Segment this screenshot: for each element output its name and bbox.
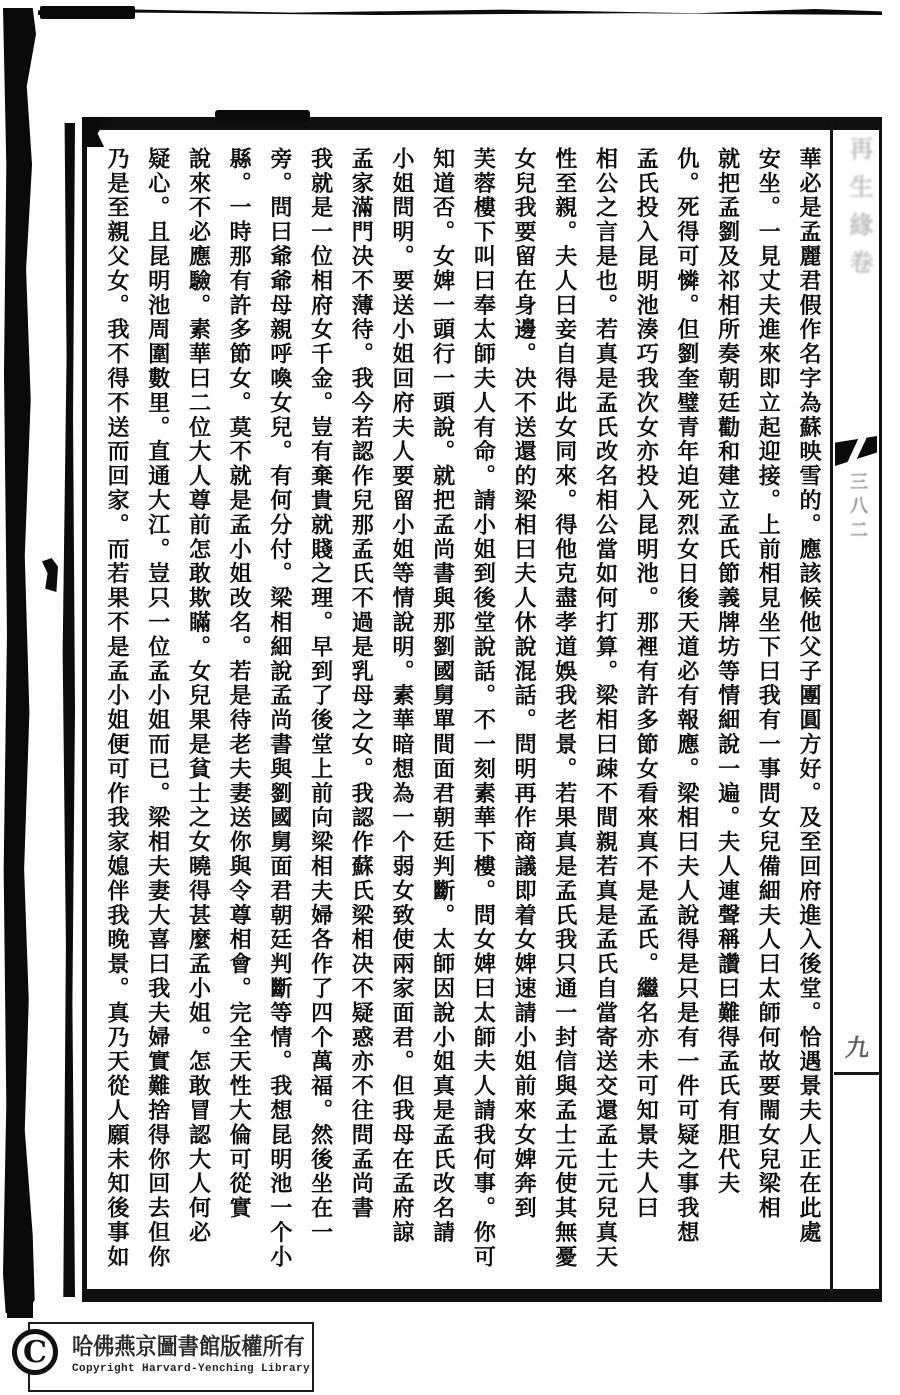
text-column: 說來不必應驗。素華曰二位大人尊前怎敢欺瞞。女兒果是貧士之女曉得甚麼孟小姐。怎敢冒認大人何必 [185,147,211,1245]
fishtail-mark [835,436,877,466]
frame-outer-left-line [62,123,75,1297]
text-column: 女兒我要留在身邊。决不送還的梁相曰夫人休說混話。問明再作商議即着女婢速請小姐前來女婢奔到 [511,147,537,1221]
main-text-block [95,147,828,1295]
page-top-edge-line [38,9,882,15]
text-column: 華必是孟麗君假作名字為蘇映雪的。應該候他父子團圓方好。及至回府進入後堂。恰遇景夫人正在此處 [796,147,821,1245]
text-column: 芙蓉樓下叫曰奉太師夫人有命。請小姐到後堂說話。不一刻素華下樓。問女婢曰太師夫人請我何事。你可 [470,147,496,1270]
folio-number-lower: 九 [843,1034,872,1062]
text-column: 疑心。且昆明池周圍數里。直通大江。豈只一位孟小姐而已。梁相夫妻大喜曰我夫婦實難捨得你回去但你 [144,147,170,1270]
text-column: 知道否。女婢一頭行一頭說。就把孟尚書與那劉國舅單間面君朝廷判斷。太師因說小姐真是孟氏改名請 [429,147,455,1245]
spine-gutter-bar [3,8,36,1313]
text-column: 安坐。一見丈夫進來即立起迎接。上前相見坐下曰我有一事問女兒備細夫人曰太師何故要閙女兒梁相 [755,147,781,1221]
folio-number-upper: 三八二 [847,472,868,544]
text-column: 孟氏投入昆明池湊巧我次女亦投入昆明池。那裡有許多節女看來真不是孟氏。繼名亦未可知景夫人曰 [633,147,659,1221]
text-column: 乃是至親父女。我不得不送而回家。而若果不是孟小姐便可作我家媳伴我晚景。真乃天從人願未知後事如 [104,147,130,1270]
text-column: 小姐問明。要送小姐回府夫人要留小姐等情說明。素華暗想為一个弱女致使兩家面君。但我母在孟府諒 [388,147,414,1245]
stamp-english-text: Copyright Harvard-Yenching Library [72,1363,311,1375]
fold-column [834,120,880,1300]
ink-artifact [215,110,310,122]
fold-column-divider-line [830,120,833,1300]
faint-book-title-fragments: 再生緣卷 [845,136,873,288]
text-column: 縣。一時那有許多節女。莫不就是孟小姐改名。若是待老夫妻送你與令尊相會。完全天性大倫可從實 [226,147,252,1221]
copyright-symbol-icon: C [12,1329,58,1375]
text-column: 孟家滿門决不薄待。我今若認作兒那孟氏不過是乳母之女。我認作蘇氏梁相决不疑惑亦不往問孟尚書 [348,147,374,1221]
text-column: 性至親。夫人曰妾自得此女同來。得他克盡孝道娛我老景。若果真是孟氏我只通一封信與孟士元使其無憂 [551,147,577,1270]
ink-artifact [40,6,135,19]
stamp-chinese-text: 哈佛燕京圖書館版權所有 [72,1334,305,1360]
text-column: 就把孟劉及祁相所奏朝廷勸和建立孟氏節義牌坊等情細說一遍。夫人連聲稱讚曰難得孟氏有胆代夫 [714,147,740,1197]
ink-artifact [7,1298,33,1318]
text-column: 相公之言是也。若真是孟氏改名相公當如何打算。梁相曰疎不間親若真是孟氏自當寄送交還孟士元兒真天 [592,147,618,1270]
text-column: 旁。問曰爺爺母親呼喚女兒。有何分付。梁相細說孟尚書與劉國舅面君朝廷判斷等情。我想昆明池一个小 [266,147,292,1270]
folio-underline [834,1072,880,1075]
text-column: 我就是一位相府女千金。豈有棄貴就賤之理。早到了後堂上前向梁相夫婦各作了四个萬福。然後坐在一 [307,147,333,1245]
text-column: 仇。死得可憐。但劉奎璧青年迫死烈女日後天道必有報應。梁相曰夫人說得是只是有一件可疑之事我想 [673,147,699,1245]
ink-artifact [42,558,58,592]
